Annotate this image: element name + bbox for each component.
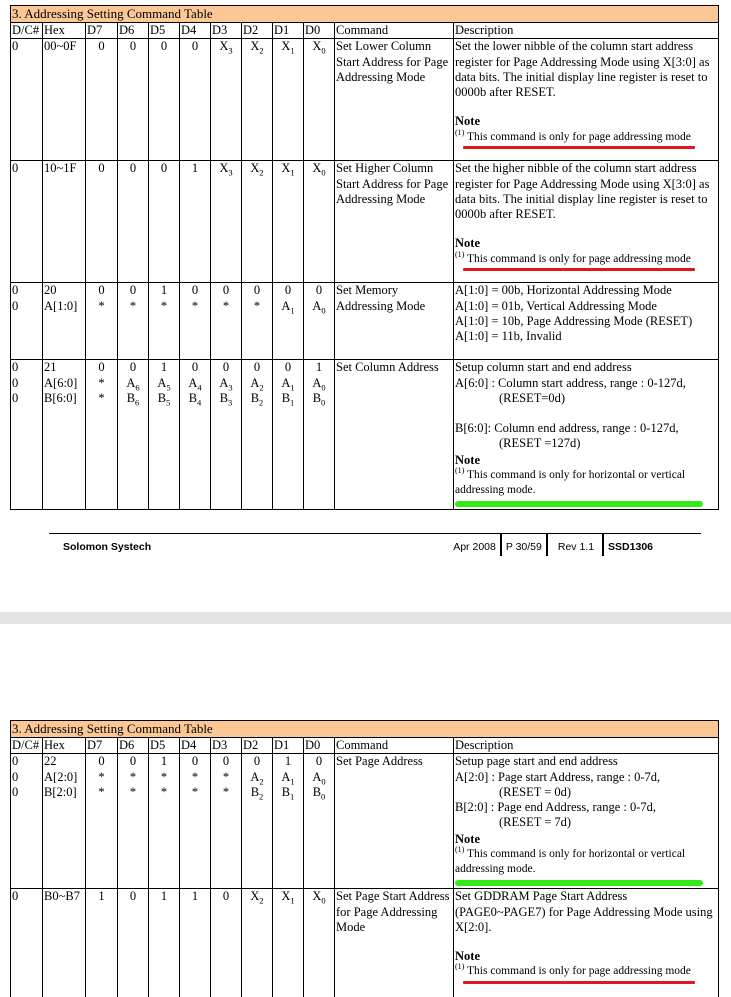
note-body: This command is only for page addressing mode: [467, 252, 691, 265]
bit-value: $X_2$: [250, 889, 264, 906]
bit-cell: [304, 889, 335, 997]
table-row: [11, 360, 719, 510]
note-text: [455, 249, 717, 267]
dc-value: 0: [12, 784, 19, 799]
bit-value: $X_1$: [281, 889, 295, 906]
note-label: Note: [455, 114, 480, 129]
hex-cell: B0~B7: [43, 889, 86, 997]
dc-cell: 0: [11, 889, 43, 997]
description-cell: [454, 161, 719, 283]
document-page-31: [0, 624, 731, 997]
page-footer: [49, 533, 701, 557]
description-line: B[2:0] : Page end Address, range : 0-7d,: [455, 800, 657, 815]
bit-value: 0: [222, 283, 230, 298]
bit-value: $B_4$: [188, 390, 202, 408]
bit-cell: [118, 283, 149, 360]
dc-cell: [11, 754, 43, 889]
bit-cell: [242, 161, 273, 283]
bit-cell: [304, 161, 335, 283]
hex-value: 21: [44, 360, 57, 375]
col-header: D3: [211, 738, 242, 754]
page-separator: [0, 612, 731, 624]
col-header: D7: [86, 738, 118, 754]
hex-value: A[2:0]: [44, 769, 78, 784]
bit-value: 1: [98, 889, 105, 904]
note-text: [455, 127, 717, 145]
bit-value: 0: [191, 360, 199, 375]
bit-value: 0: [253, 360, 261, 375]
bit-cell: [86, 39, 118, 161]
bit-value: 1: [160, 754, 168, 769]
green-highlight-mark: [455, 501, 703, 507]
hex-value: 22: [44, 754, 57, 769]
addressing-command-table: [10, 720, 719, 997]
dc-value: 0: [12, 769, 19, 784]
footer-page: P 30/59: [500, 534, 546, 556]
bit-value: $A_1$: [281, 769, 295, 787]
bit-value: $A_3$: [219, 375, 233, 393]
bit-cell: [242, 283, 273, 360]
footer-date: Apr 2008: [453, 541, 496, 553]
bit-value: 0: [129, 754, 137, 769]
col-header: D6: [118, 23, 149, 39]
bit-cell: [180, 889, 211, 997]
red-underline-mark: [463, 981, 695, 984]
bit-value: $A_0$: [312, 375, 326, 393]
bit-value: $A_0$: [312, 298, 326, 316]
table-row: [11, 283, 719, 360]
bit-value: $X_1$: [281, 39, 295, 56]
col-header: Hex: [43, 738, 86, 754]
bit-cell: [211, 39, 242, 161]
col-header: D2: [242, 738, 273, 754]
description-line: B[6:0]: Column end address, range : 0-127d,: [455, 421, 679, 436]
description-text: Set the lower nibble of the column start address register for Page Addressing Mode using X[3:0] as data bits. The initial display line register is reset to 0000b after RESET.: [455, 39, 710, 100]
bit-cell: [118, 754, 149, 889]
note-marker: (1): [455, 845, 465, 855]
table-row: [11, 39, 719, 161]
bit-value: $X_3$: [219, 39, 233, 56]
hex-cell: [43, 283, 86, 360]
col-header: D3: [211, 23, 242, 39]
bit-value: 0: [191, 283, 199, 298]
hex-cell: 00~0F: [43, 39, 86, 161]
hex-cell: [43, 754, 86, 889]
col-header: D4: [180, 23, 211, 39]
description-cell: [454, 360, 719, 510]
bit-value: 0: [222, 754, 230, 769]
note-label: Note: [455, 236, 480, 251]
command-cell: Set Column Address: [335, 360, 454, 510]
col-header: D6: [118, 738, 149, 754]
description-line: A[1:0] = 01b, Vertical Addressing Mode: [455, 298, 657, 313]
col-header: D0: [304, 738, 335, 754]
col-header: D1: [273, 23, 304, 39]
hex-value: B[6:0]: [44, 390, 77, 405]
dc-cell: 0: [11, 39, 43, 161]
note-marker: (1): [455, 249, 465, 259]
bit-value: 1: [284, 754, 292, 769]
bit-value: *: [191, 784, 199, 799]
col-header: D7: [86, 23, 118, 39]
bit-cell: [86, 283, 118, 360]
description-line: (RESET = 7d): [499, 815, 572, 830]
footer-rev: Rev 1.1: [546, 534, 602, 556]
bit-value: *: [222, 298, 230, 313]
bit-value: 1: [191, 161, 199, 176]
bit-value: 0: [98, 360, 105, 375]
bit-cell: [180, 283, 211, 360]
bit-cell: [304, 39, 335, 161]
bit-value: *: [129, 298, 137, 313]
dc-value: 0: [12, 360, 19, 375]
bit-cell: [211, 161, 242, 283]
bit-value: 0: [129, 889, 137, 904]
table-title: 3. Addressing Setting Command Table: [11, 721, 719, 738]
bit-value: $X_3$: [219, 161, 233, 178]
green-highlight-mark: [455, 880, 703, 886]
bit-value: 1: [191, 889, 199, 904]
bit-cell: [242, 889, 273, 997]
bit-cell: [86, 161, 118, 283]
command-cell: Set Lower Column Start Address for Page Addressing Mode: [335, 39, 454, 161]
description-cell: [454, 283, 719, 360]
bit-cell: [118, 360, 149, 510]
table-row: [11, 161, 719, 283]
col-header: D2: [242, 23, 273, 39]
bit-value: $A_6$: [126, 375, 140, 393]
bit-value: 0: [315, 754, 323, 769]
col-header: D5: [149, 23, 180, 39]
bit-value: *: [222, 784, 230, 799]
col-header: Description: [454, 738, 719, 754]
table-row: [11, 889, 719, 997]
addressing-command-table: [10, 5, 719, 510]
bit-cell: [273, 283, 304, 360]
table-header-row: [11, 23, 719, 39]
bit-value: $X_0$: [312, 161, 326, 178]
description-line: (RESET = 0d): [499, 784, 572, 799]
bit-value: 0: [253, 283, 261, 298]
bit-value: *: [160, 298, 168, 313]
description-line: Setup page start and end address: [455, 754, 618, 769]
col-header: D/C#: [11, 23, 43, 39]
bit-value: 0: [222, 889, 230, 904]
bit-value: $X_2$: [250, 161, 264, 178]
bit-value: 0: [284, 283, 292, 298]
hex-value: A[1:0]: [44, 298, 78, 313]
bit-value: *: [253, 298, 261, 313]
note-body: This command is only for page addressing mode: [467, 965, 691, 978]
bit-value: 0: [160, 161, 168, 176]
bit-value: 0: [315, 283, 323, 298]
bit-value: 0: [222, 360, 230, 375]
bit-value: $B_6$: [126, 390, 140, 408]
note-text: [455, 468, 717, 499]
footer-doc-id: SSD1306: [602, 534, 657, 556]
bit-value: $B_0$: [312, 784, 326, 802]
bit-value: 0: [191, 754, 199, 769]
note-text: [455, 847, 717, 878]
note-marker: (1): [455, 962, 465, 972]
bit-value: $X_0$: [312, 889, 326, 906]
command-cell: Set Page Start Address for Page Addressing Mode: [335, 889, 454, 997]
description-cell: [454, 754, 719, 889]
bit-value: 0: [98, 161, 105, 176]
bit-cell: [149, 889, 180, 997]
description-text: Set GDDRAM Page Start Address (PAGE0~PAGE7) for Page Addressing Mode using X[2:0].: [455, 889, 713, 934]
bit-value: $A_1$: [281, 298, 295, 316]
hex-cell: 10~1F: [43, 161, 86, 283]
bit-value: $B_1$: [281, 390, 295, 408]
bit-value: $A_0$: [312, 769, 326, 787]
bit-value: 1: [315, 360, 323, 375]
hex-cell: [43, 360, 86, 510]
note-label: Note: [455, 831, 480, 846]
bit-cell: [273, 889, 304, 997]
bit-cell: [211, 360, 242, 510]
bit-value: $B_1$: [281, 784, 295, 802]
bit-cell: [118, 889, 149, 997]
bit-value: *: [98, 298, 105, 313]
bit-value: $A_2$: [250, 375, 264, 393]
command-cell: Set Higher Column Start Address for Page Addressing Mode: [335, 161, 454, 283]
bit-value: 0: [129, 39, 137, 54]
bit-value: $X_0$: [312, 39, 326, 56]
table-header-row: [11, 738, 719, 754]
bit-value: 0: [98, 283, 105, 298]
bit-value: $A_1$: [281, 375, 295, 393]
bit-cell: [304, 283, 335, 360]
bit-cell: [180, 39, 211, 161]
bit-value: *: [98, 390, 105, 405]
bit-value: 0: [129, 360, 137, 375]
note-label: Note: [455, 452, 480, 467]
bit-cell: [149, 39, 180, 161]
bit-cell: [149, 360, 180, 510]
col-header: Description: [454, 23, 719, 39]
bit-cell: [304, 360, 335, 510]
table-title: 3. Addressing Setting Command Table: [11, 6, 719, 23]
bit-value: 0: [129, 161, 137, 176]
bit-cell: [273, 360, 304, 510]
command-cell: Set Page Address: [335, 754, 454, 889]
bit-value: *: [98, 784, 105, 799]
red-underline-mark: [463, 268, 695, 271]
bit-value: *: [129, 784, 137, 799]
dc-cell: [11, 360, 43, 510]
bit-cell: [304, 754, 335, 889]
bit-cell: [180, 754, 211, 889]
dc-value: 0: [12, 375, 19, 390]
bit-value: *: [222, 769, 230, 784]
description-line: A[2:0] : Page start Address, range : 0-7d,: [455, 769, 661, 784]
col-header: D5: [149, 738, 180, 754]
dc-value: 0: [12, 298, 19, 313]
note-marker: (1): [455, 127, 465, 137]
footer-meta: [449, 534, 657, 556]
bit-value: *: [129, 769, 137, 784]
bit-cell: [211, 754, 242, 889]
description-line: A[1:0] = 00b, Horizontal Addressing Mode: [455, 283, 672, 298]
col-header: Command: [335, 738, 454, 754]
bit-value: *: [191, 298, 199, 313]
description-cell: [454, 39, 719, 161]
bit-value: 0: [160, 39, 168, 54]
bit-value: $X_1$: [281, 161, 295, 178]
bit-value: 1: [160, 360, 168, 375]
bit-value: $B_3$: [219, 390, 233, 408]
bit-value: 0: [284, 360, 292, 375]
bit-cell: [211, 889, 242, 997]
dc-value: 0: [12, 390, 19, 405]
description-cell: [454, 889, 719, 997]
note-text: [455, 964, 717, 979]
bit-cell: [211, 283, 242, 360]
bit-cell: [86, 360, 118, 510]
bit-cell: [118, 39, 149, 161]
bit-cell: [242, 754, 273, 889]
dc-cell: 0: [11, 161, 43, 283]
bit-value: $A_5$: [157, 375, 171, 393]
bit-value: 0: [191, 39, 199, 54]
bit-cell: [149, 283, 180, 360]
bit-cell: [149, 754, 180, 889]
bit-value: 0: [98, 39, 105, 54]
bit-value: *: [160, 769, 168, 784]
bit-value: $B_0$: [312, 390, 326, 408]
red-underline-mark: [463, 146, 695, 149]
bit-cell: [242, 39, 273, 161]
note-body: This command is only for horizontal or vertical addressing mode.: [455, 848, 686, 876]
table-row: [11, 754, 719, 889]
command-cell: Set Memory Addressing Mode: [335, 283, 454, 360]
dc-cell: [11, 283, 43, 360]
bit-value: 1: [160, 889, 168, 904]
bit-cell: [86, 889, 118, 997]
bit-value: $B_2$: [250, 784, 264, 802]
col-header: D/C#: [11, 738, 43, 754]
bit-value: *: [191, 769, 199, 784]
description-line: A[6:0] : Column start address, range : 0-127d,: [455, 375, 686, 390]
bit-cell: [180, 360, 211, 510]
bit-cell: [86, 754, 118, 889]
footer-company: Solomon Systech: [63, 541, 152, 553]
bit-value: 0: [253, 754, 261, 769]
note-label: Note: [455, 949, 480, 964]
description-line: Setup column start and end address: [455, 360, 632, 375]
bit-value: $A_4$: [188, 375, 202, 393]
bit-value: $X_2$: [250, 39, 264, 56]
bit-value: *: [98, 375, 105, 390]
bit-cell: [118, 161, 149, 283]
dc-value: 0: [12, 754, 19, 769]
note-marker: (1): [455, 466, 465, 476]
hex-value: B[2:0]: [44, 784, 77, 799]
col-header: Hex: [43, 23, 86, 39]
bit-value: 0: [98, 754, 105, 769]
bit-cell: [273, 161, 304, 283]
col-header: D1: [273, 738, 304, 754]
col-header: D0: [304, 23, 335, 39]
col-header: Command: [335, 23, 454, 39]
hex-value: A[6:0]: [44, 375, 78, 390]
note-body: This command is only for page addressing mode: [467, 130, 691, 143]
col-header: D4: [180, 738, 211, 754]
dc-value: 0: [12, 283, 19, 298]
bit-cell: [273, 754, 304, 889]
bit-cell: [180, 161, 211, 283]
note-body: This command is only for horizontal or vertical addressing mode.: [455, 469, 686, 497]
description-line: (RESET=0d): [499, 390, 566, 405]
bit-value: $B_2$: [250, 390, 264, 408]
bit-value: $B_5$: [157, 390, 171, 408]
bit-cell: [273, 39, 304, 161]
hex-value: 20: [44, 283, 57, 298]
bit-value: *: [98, 769, 105, 784]
description-line: A[1:0] = 10b, Page Addressing Mode (RESET): [455, 313, 693, 328]
description-text: Set the higher nibble of the column start address register for Page Addressing Mode using X[3:0] as data bits. The initial display line register is reset to 0000b after RESET.: [455, 161, 710, 222]
bit-value: *: [160, 784, 168, 799]
bit-value: 1: [160, 283, 168, 298]
bit-value: $A_2$: [250, 769, 264, 787]
bit-value: 0: [129, 283, 137, 298]
bit-cell: [242, 360, 273, 510]
description-line: A[1:0] = 11b, Invalid: [455, 329, 562, 344]
description-line: (RESET =127d): [499, 436, 581, 451]
bit-cell: [149, 161, 180, 283]
